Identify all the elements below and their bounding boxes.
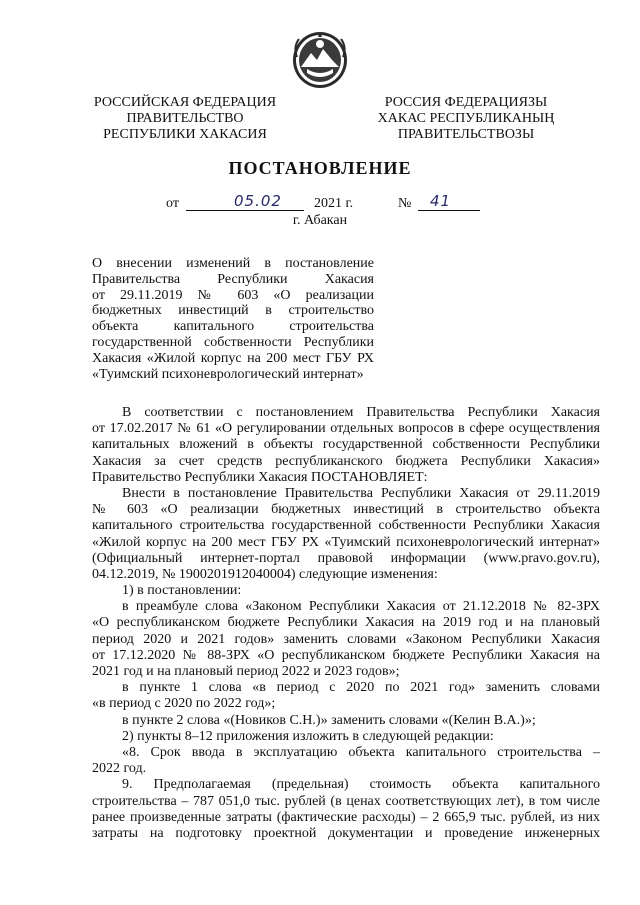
number-label: № <box>398 196 412 211</box>
body-line: 9. Предполагаемая (предельная) стоимость объекта капитального <box>122 777 600 793</box>
header-right-line: ХАКАС РЕСПУБЛИКАНЫҢ <box>377 111 555 126</box>
body-line: «Жилой корпус на 200 мест ГБУ РХ «Туимский психоневрологический интернат» <box>92 534 600 550</box>
body-line: 2) пункты 8–12 приложения изложить в следующей редакции: <box>122 728 494 744</box>
body-line: «О республиканском бюджете Республики Хакасия на 2019 год и на плановый <box>92 615 600 631</box>
subject-line: от 29.11.2019 № 603 «О реализации <box>92 287 374 303</box>
subject-line: объекта капитального строительства <box>92 319 374 335</box>
from-label: от <box>166 196 179 211</box>
header-left <box>78 95 292 143</box>
body-line: Хакасия за счет средств республиканского бюджета Республики Хакасия» <box>92 453 600 469</box>
body-line: капитального строительства государственной собственности Республики Хакасия <box>92 518 600 534</box>
body-line: в пункте 1 слова «в период с 2020 по 2021 год» заменить словами <box>122 680 600 696</box>
body-line: (Официальный интернет-портал правовой информации (www.pravo.gov.ru), <box>92 550 600 566</box>
city: г. Абакан <box>292 213 348 228</box>
year-label: 2021 г. <box>314 196 354 211</box>
body-line: в пункте 2 слова «(Новиков С.Н.)» заменить словами «(Келин В.А.)»; <box>122 712 536 728</box>
header-right <box>360 95 572 143</box>
header-right-line: ПРАВИТЕЛЬСТВОЗЫ <box>397 127 535 142</box>
body-line: 04.12.2019, № 1900201912040004) следующие изменения: <box>92 566 438 582</box>
header-left-line: ПРАВИТЕЛЬСТВО <box>126 111 244 126</box>
body-line: от 17.02.2017 № 61 «О регулировании отдельных вопросов в сфере осуществления <box>92 421 600 437</box>
body-line: капитальных вложений в объекты государственной собственности Республики <box>92 437 600 453</box>
date-number-line <box>166 194 486 214</box>
body-line: «8. Срок ввода в эксплуатацию объекта капитального строительства – <box>122 744 600 760</box>
body-line: № 603 «О реализации бюджетных инвестиций в строительство объекта <box>92 502 600 518</box>
subject-line: государственной собственности Республики <box>92 334 374 350</box>
subject-line: О внесении изменений в постановление <box>92 256 374 271</box>
subject-line: бюджетных инвестиций в строительство <box>92 303 374 319</box>
body-line: В соответствии с постановлением Правительства Республики Хакасия <box>122 405 600 420</box>
body-line: период 2020 и 2021 годов» заменить словами «Законом Республики Хакасия <box>92 631 600 647</box>
body-line: 2021 год и на плановый период 2022 и 2023 годов»; <box>92 664 400 679</box>
header-left-line: РЕСПУБЛИКИ ХАКАСИЯ <box>103 127 267 142</box>
body-line: «в период с 2020 по 2022 год»; <box>92 696 276 712</box>
subject-line: «Туимский психоневрологический интернат» <box>92 366 364 382</box>
body-line: 1) в постановлении: <box>122 583 242 599</box>
handwritten-number: 41 <box>430 192 452 210</box>
subject-block <box>92 256 374 382</box>
coat-of-arms-emblem <box>289 27 351 91</box>
body-line: в преамбуле слова «Законом Республики Хакасия от 21.12.2018 № 82-ЗРХ <box>122 599 600 615</box>
subject-line: Правительства Республики Хакасия <box>92 271 374 287</box>
body-line: Правительство Республики Хакасия ПОСТАНОВЛЯЕТ: <box>92 469 428 485</box>
number-underline <box>418 210 480 211</box>
body-line: ранее произведенные затраты (фактические расходы) – 2 665,9 тыс. рублей, из них <box>92 809 600 825</box>
header-right-line: РОССИЯ ФЕДЕРАЦИЯЗЫ <box>384 95 548 110</box>
body-line: от 17.12.2020 № 88-ЗРХ «О республиканском бюджете Республики Хакасия на <box>92 647 600 663</box>
document-title: ПОСТАНОВЛЕНИЕ <box>228 158 412 178</box>
body-line: Внести в постановление Правительства Республики Хакасия от 29.11.2019 <box>122 485 600 501</box>
subject-line: Хакасия «Жилой корпус на 200 мест ГБУ РХ <box>92 350 374 366</box>
body-line: строительства – 787 051,0 тыс. рублей (в ценах соответствующих лет), в том числе <box>92 793 600 809</box>
header-left-line: РОССИЙСКАЯ ФЕДЕРАЦИЯ <box>93 95 277 110</box>
body-line: затраты на подготовку проектной документации и проведение инженерных <box>92 825 600 841</box>
date-underline <box>186 210 304 211</box>
body-text <box>92 405 600 842</box>
handwritten-date: 05.02 <box>234 192 282 210</box>
body-line: 2022 год. <box>92 761 147 777</box>
